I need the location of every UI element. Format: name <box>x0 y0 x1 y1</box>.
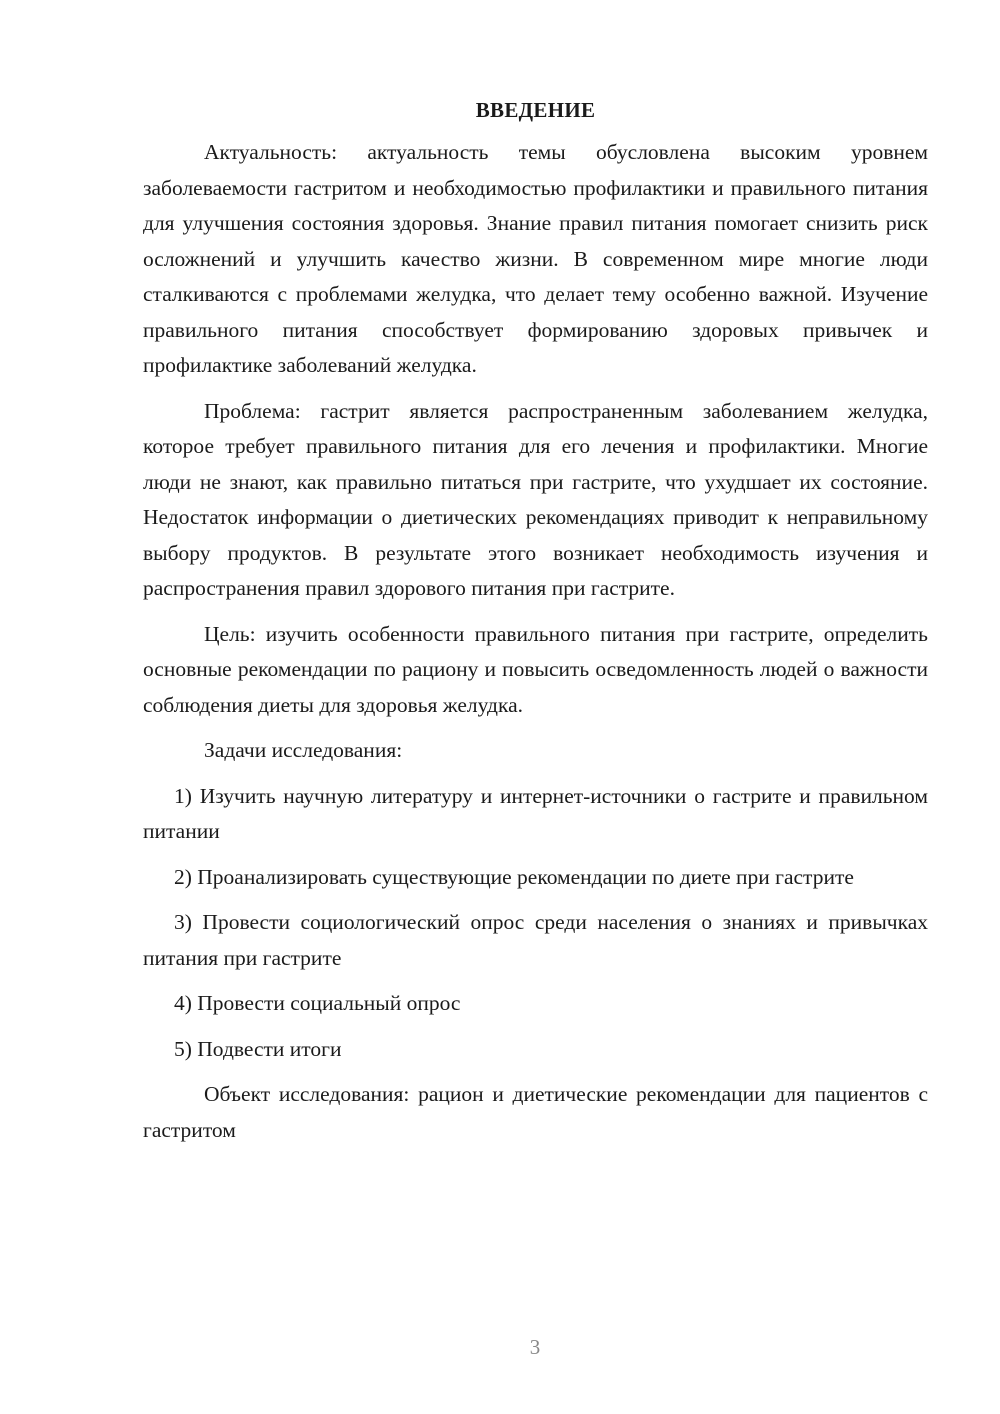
list-item: 4) Провести социальный опрос <box>174 991 461 1015</box>
page-number: 3 <box>529 1335 541 1359</box>
list-item: 1) Изучить научную литературу и интернет-источники о гастрите и правильном питании <box>143 783 928 843</box>
tasks-list <box>143 779 928 1068</box>
page-title: ВВЕДЕНИЕ <box>475 98 596 122</box>
paragraph-problem: Проблема: гастрит является распространенным заболеванием желудка, которое требует правильного питания для его лечения и профилактики. Многие люди не знают, как правильно питаться при гастрите, что ухудшает их состояние. Недостаток информации о диетических рекомендациях приводит к неправильному выбору продуктов. В результате этого возникает необходимость изучения и распространения правил здорового питания при гастрите. <box>143 398 928 600</box>
paragraph-object: Объект исследования: рацион и диетические рекомендации для пациентов с гастритом <box>143 1082 928 1142</box>
page-content <box>143 95 928 1158</box>
paragraph-relevance: Актуальность: актуальность темы обусловлена высоким уровнем заболеваемости гастритом и необходимостью профилактики и правильного питания для улучшения состояния здоровья. Знание правил питания помогает снизить риск осложнений и улучшить качество жизни. В современном мире многие люди сталкиваются с проблемами желудка, что делает тему особенно важной. Изучение правильного питания способствует формированию здоровых привычек и профилактике заболеваний желудка. <box>143 140 928 377</box>
paragraph-goal: Цель: изучить особенности правильного питания при гастрите, определить основные рекомендации по рациону и повысить осведомленность людей о важности соблюдения диеты для здоровья желудка. <box>143 621 928 717</box>
list-item: 5) Подвести итоги <box>174 1036 342 1061</box>
tasks-heading: Задачи исследования: <box>204 738 403 762</box>
list-item: 2) Проанализировать существующие рекомендации по диете при гастрите <box>174 864 854 889</box>
list-item: 3) Провести социологический опрос среди населения о знаниях и привычках питания при гастрите <box>143 910 928 970</box>
